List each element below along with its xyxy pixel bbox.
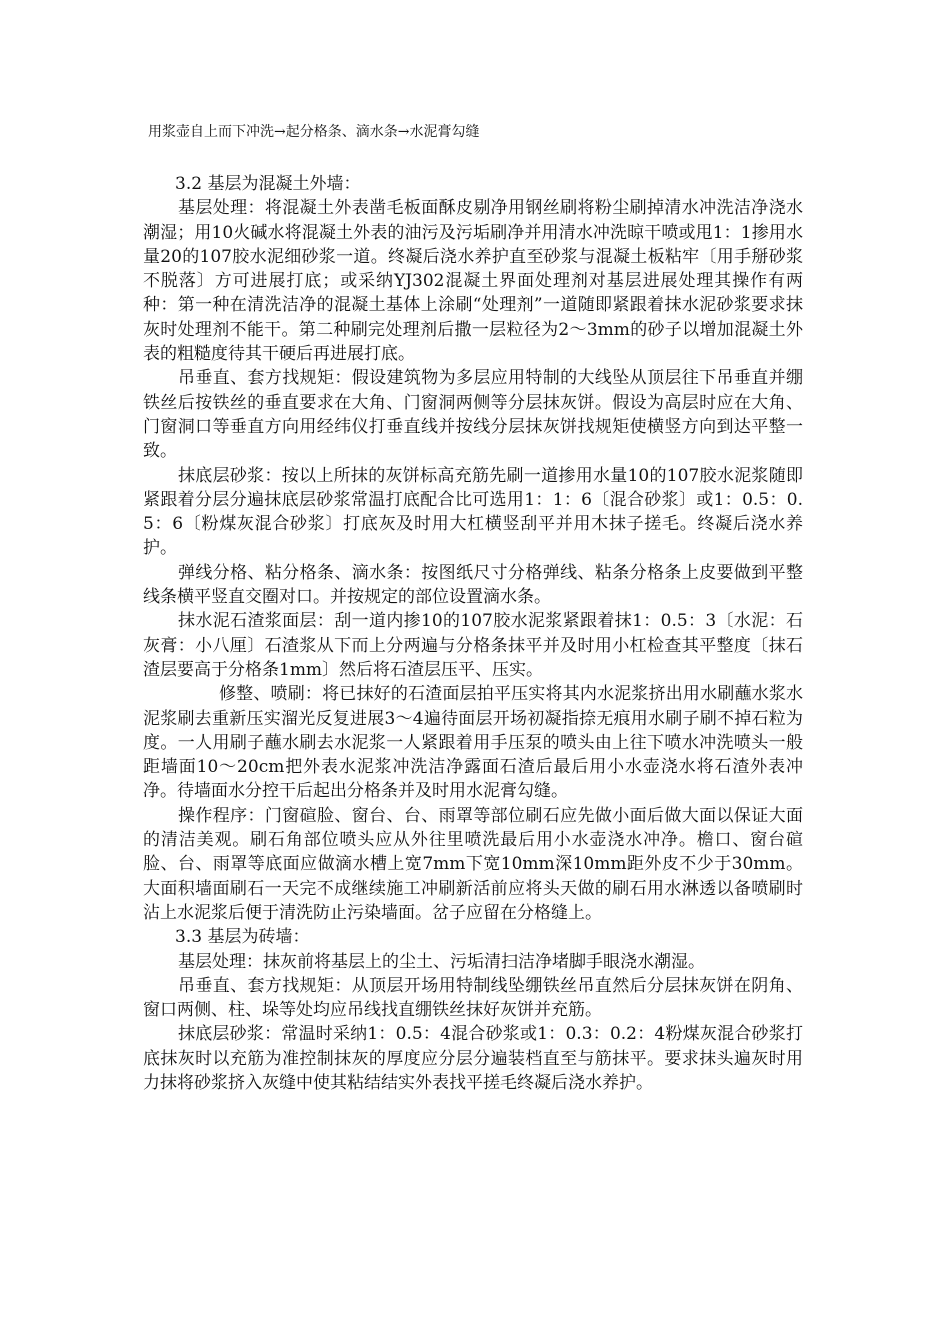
paragraph-brick-plumb-squaring: 吊垂直、套方找规矩：从顶层开场用特制线坠绷铁丝吊直然后分层抹灰饼在阴角、窗口两侧、柱、垛等处均应吊线找直绷铁丝抹好灰饼并充筋。: [143, 975, 803, 1021]
paragraph-trimming-spraying: 修整、喷刷：将已抹好的石渣面层拍平压实将其内水泥浆挤出用水刷蘸水浆水泥浆刷去重新压实溜光反复进展3～4遍待面层开场初凝指捺无痕用水刷子刷不掉石粒为度。一人用刷子蘸水刷去水泥浆一人紧跟着用手压泵的喷头由上往下喷水冲洗喷头一般距墙面10～20cm把外表水泥浆冲洗洁净露面石渣后最后用小水壶浇水将石渣外表冲净。待墙面水分控干后起出分格条并及时用水泥膏勾缝。: [143, 684, 803, 802]
paragraph-stone-slurry-surface: 抹水泥石渣浆面层：刮一道内掺10的107胶水泥浆紧跟着抹1：0.5：3〔水泥：石灰膏：小八厘〕石渣浆从下而上分两遍与分格条抹平并及时用小杠检查其平整度〔抹石渣层要高于分格条1mm〕然后将石渣层压平、压实。: [143, 611, 803, 680]
paragraph-base-mortar: 抹底层砂浆：按以上所抹的灰饼标高充筋先刷一道掺用水量10的107胶水泥浆随即紧跟着分层分遍抹底层砂浆常温打底配合比可选用1：1：6〔混合砂浆〕或1：0.5：0.5：6〔粉煤灰混合砂浆〕打底灰及时用大杠横竖刮平并用木抹子搓毛。终凝后浇水养护。: [143, 465, 803, 559]
section-heading-3-2: 3.2 基层为混凝土外墙：: [175, 174, 361, 194]
paragraph-base-treatment: 基层处理：将混凝土外表凿毛板面酥皮剔净用钢丝刷将粉尘刷掉清水冲洗洁净浇水潮湿；用10火碱水将混凝土外表的油污及污垢刷净并用清水冲洗晾干喷或甩1：1掺用水量20的107胶水泥细砂浆一道。终凝后浇水养护直至砂浆与混凝土板粘牢〔用手掰砂浆不脱落〕方可进展打底；或采纳YJ302混凝土界面处理剂对基层进展处理其操作有两种：第一种在清洗洁净的混凝土基体上涂刷“处理剂”一道随即紧跟着抹水泥砂浆要求抹灰时处理剂不能干。第二种刷完处理剂后撒一层粒径为2～3mm的砂子以增加混凝土外表的粗糙度待其干硬后再进展打底。: [143, 198, 803, 365]
paragraph-plumb-squaring: 吊垂直、套方找规矩：假设建筑物为多层应用特制的大线坠从顶层往下吊垂直并绷铁丝后按铁丝的垂直要求在大角、门窗洞两侧等分层抹灰饼。假设为高层时应在大角、门窗洞口等垂直方向用经纬仪打垂直线并按线分层抹灰饼找规矩使横竖方向到达平整一致。: [143, 368, 803, 462]
paragraph-grid-lines: 弹线分格、粘分格条、滴水条：按图纸尺寸分格弹线、粘条分格条上皮要做到平整线条横平竖直交圈对口。并按规定的部位设置滴水条。: [143, 562, 803, 608]
paragraph-brick-base-treatment: 基层处理：抹灰前将基层上的尘土、污垢清扫洁净堵脚手眼浇水潮湿。: [178, 951, 705, 972]
document-body: [143, 172, 803, 1095]
section-heading-3-3: 3.3 基层为砖墙：: [175, 927, 310, 948]
paragraph-operation-procedure: 操作程序：门窗碹脸、窗台、台、雨罩等部位刷石应先做小面后做大面以保证大面的清洁美观。刷石角部位喷头应从外往里喷洗最后用小水壶浇水冲净。檐口、窗台碹脸、台、雨罩等底面应做滴水槽上宽7mm下宽10mm深10mm距外皮不少于30mm。大面积墙面刷石一天完不成继续施工冲刷新活前应将头天做的刷石用水淋透以备喷刷时沾上水泥浆后便于清洗防止污染墙面。岔子应留在分格缝上。: [143, 805, 803, 923]
paragraph-brick-base-mortar: 抹底层砂浆：常温时采纳1：0.5：4混合砂浆或1：0.3：0.2：4粉煤灰混合砂浆打底抹灰时以充筋为准控制抹灰的厚度应分层分遍装档直至与筋抹平。要求抹头遍灰时用力抹将砂浆挤入灰缝中使其粘结结实外表找平搓毛终凝后浇水养护。: [143, 1024, 803, 1093]
process-flow-line: 用浆壶自上而下冲洗→起分格条、滴水条→水泥膏勾缝: [148, 124, 480, 140]
